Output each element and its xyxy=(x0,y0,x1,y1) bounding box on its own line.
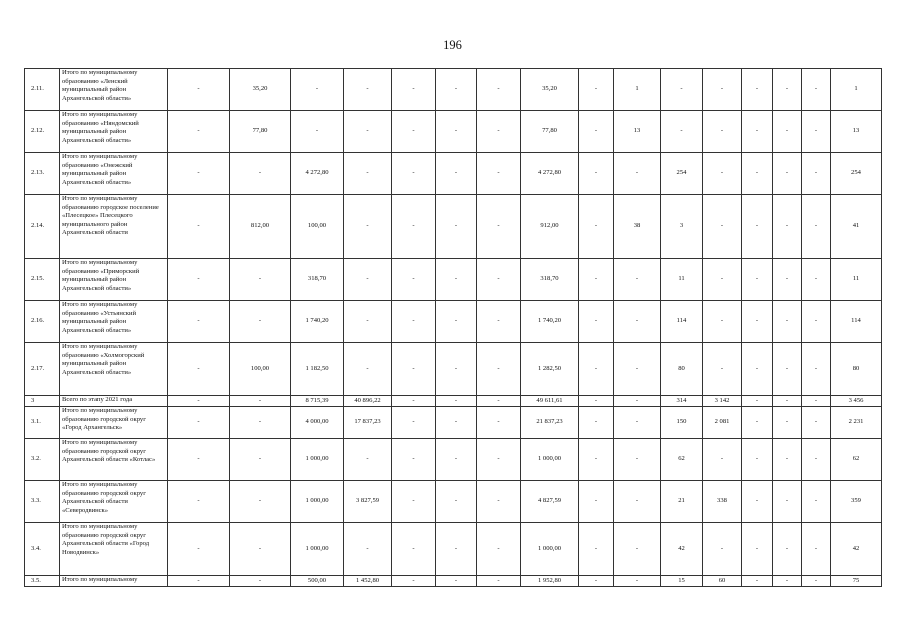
table-cell: - xyxy=(802,259,831,301)
table-cell: - xyxy=(392,439,436,481)
table-cell: 812,00 xyxy=(230,195,291,259)
table-cell: - xyxy=(436,259,477,301)
table-cell: - xyxy=(436,439,477,481)
table-cell: 114 xyxy=(661,301,703,343)
table-cell: - xyxy=(614,343,661,396)
table-cell: - xyxy=(773,301,802,343)
table-cell: - xyxy=(477,111,521,153)
table-cell: - xyxy=(291,69,344,111)
table-cell: 1 282,50 xyxy=(521,343,579,396)
row-number: 3.4. xyxy=(25,523,60,576)
table-cell: 3 xyxy=(661,195,703,259)
table-cell: - xyxy=(614,481,661,523)
table-cell: - xyxy=(579,576,614,587)
table-cell: - xyxy=(392,69,436,111)
table-cell: - xyxy=(742,259,773,301)
table-row xyxy=(25,301,882,343)
table-row xyxy=(25,259,882,301)
table-cell: - xyxy=(168,111,230,153)
table-cell: - xyxy=(168,195,230,259)
table-cell: 2 081 xyxy=(703,407,742,439)
table-cell: - xyxy=(392,111,436,153)
table-cell: 1 182,50 xyxy=(291,343,344,396)
table-cell: - xyxy=(168,69,230,111)
table-row xyxy=(25,576,882,587)
table-cell: - xyxy=(614,301,661,343)
table-cell: 338 xyxy=(703,481,742,523)
table-cell: - xyxy=(614,439,661,481)
table-cell: - xyxy=(802,481,831,523)
table-cell: - xyxy=(773,69,802,111)
table-cell: - xyxy=(703,259,742,301)
table-cell: - xyxy=(168,396,230,407)
row-number: 3.1. xyxy=(25,407,60,439)
table-cell: - xyxy=(773,259,802,301)
table-cell: - xyxy=(614,523,661,576)
table-cell: - xyxy=(392,153,436,195)
table-cell: - xyxy=(392,343,436,396)
row-name: Итого по муниципальному образованию городское поселение «Плесецкое» Плесецкого муниципального район Архангельской области xyxy=(60,195,168,259)
data-table xyxy=(24,68,882,587)
table-cell: - xyxy=(579,153,614,195)
table-cell: - xyxy=(773,576,802,587)
row-name: Итого по муниципальному образованию городской округ Архангельской области «Северодвинск» xyxy=(60,481,168,523)
table-cell: - xyxy=(773,396,802,407)
table-cell: 11 xyxy=(661,259,703,301)
table-cell: 17 837,23 xyxy=(344,407,392,439)
table-cell: - xyxy=(579,259,614,301)
table-cell: 38 xyxy=(614,195,661,259)
table-cell: 150 xyxy=(661,407,703,439)
table-cell: - xyxy=(802,69,831,111)
table-cell: - xyxy=(230,301,291,343)
table-cell: 4 000,00 xyxy=(291,407,344,439)
table-cell: 3 142 xyxy=(703,396,742,407)
table-cell: - xyxy=(579,301,614,343)
table-cell: 41 xyxy=(831,195,882,259)
row-name: Итого по муниципальному образованию «Приморский муниципальный район Архангельской области» xyxy=(60,259,168,301)
table-cell: - xyxy=(742,195,773,259)
table-cell: - xyxy=(477,195,521,259)
table-cell: - xyxy=(579,343,614,396)
table-cell: 42 xyxy=(831,523,882,576)
table-cell: - xyxy=(392,407,436,439)
table-cell: - xyxy=(477,69,521,111)
table-row xyxy=(25,407,882,439)
table-cell: - xyxy=(291,111,344,153)
table-cell: - xyxy=(579,111,614,153)
table-cell: 1 xyxy=(831,69,882,111)
table-cell: 35,20 xyxy=(230,69,291,111)
table-row xyxy=(25,481,882,523)
table-cell: - xyxy=(742,111,773,153)
table-cell: - xyxy=(168,301,230,343)
table-cell: - xyxy=(436,396,477,407)
table-cell: 1 000,00 xyxy=(521,439,579,481)
table-cell: - xyxy=(230,407,291,439)
table-cell: - xyxy=(344,523,392,576)
row-number: 3.5. xyxy=(25,576,60,587)
table-row xyxy=(25,153,882,195)
table-cell: - xyxy=(344,439,392,481)
table-cell: 21 837,23 xyxy=(521,407,579,439)
table-cell: - xyxy=(344,195,392,259)
table-cell: - xyxy=(436,301,477,343)
table-cell: - xyxy=(436,69,477,111)
table-cell: - xyxy=(773,111,802,153)
table-cell: - xyxy=(436,481,477,523)
table-row xyxy=(25,523,882,576)
table-cell: 1 000,00 xyxy=(291,439,344,481)
table-cell: - xyxy=(742,439,773,481)
table-cell: - xyxy=(168,481,230,523)
table-cell: - xyxy=(703,111,742,153)
table-cell: - xyxy=(168,576,230,587)
table-cell: - xyxy=(802,301,831,343)
table-cell: - xyxy=(230,153,291,195)
row-number: 2.11. xyxy=(25,69,60,111)
table-cell: - xyxy=(742,69,773,111)
table-cell: - xyxy=(703,301,742,343)
table-cell: 35,20 xyxy=(521,69,579,111)
table-cell: 11 xyxy=(831,259,882,301)
table-cell: 500,00 xyxy=(291,576,344,587)
table-cell: - xyxy=(344,301,392,343)
page-number: 196 xyxy=(443,38,462,52)
table-cell: 62 xyxy=(831,439,882,481)
row-name: Итого по муниципальному образованию «Онежский муниципальный район Архангельской области» xyxy=(60,153,168,195)
table-cell: - xyxy=(436,195,477,259)
table-cell: - xyxy=(773,195,802,259)
table-cell: 254 xyxy=(831,153,882,195)
row-name: Итого по муниципальному образованию городской округ Архангельской области «Котлас» xyxy=(60,439,168,481)
table-cell: 1 452,80 xyxy=(344,576,392,587)
table-cell: - xyxy=(614,396,661,407)
table-cell: 4 272,80 xyxy=(521,153,579,195)
table-cell: - xyxy=(168,153,230,195)
row-number: 3.3. xyxy=(25,481,60,523)
table-cell: 912,00 xyxy=(521,195,579,259)
row-name: Итого по муниципальному образованию «Ленский муниципальный район Архангельской области» xyxy=(60,69,168,111)
table-cell: - xyxy=(344,69,392,111)
table-cell: - xyxy=(742,481,773,523)
table-cell: - xyxy=(703,439,742,481)
table-cell: - xyxy=(802,439,831,481)
table-cell: - xyxy=(579,523,614,576)
table-cell: - xyxy=(436,343,477,396)
table-cell: - xyxy=(742,301,773,343)
table-cell: - xyxy=(579,195,614,259)
table-cell: 80 xyxy=(831,343,882,396)
table-cell: - xyxy=(436,153,477,195)
table-cell: - xyxy=(802,576,831,587)
table-cell: - xyxy=(579,481,614,523)
table-row xyxy=(25,111,882,153)
row-name: Итого по муниципальному образованию «Холмогорский муниципальный район Архангельской области» xyxy=(60,343,168,396)
table-cell: 13 xyxy=(614,111,661,153)
table-cell: 3 827,59 xyxy=(344,481,392,523)
table-cell: - xyxy=(168,439,230,481)
table-cell: - xyxy=(742,576,773,587)
table-cell: 1 740,20 xyxy=(521,301,579,343)
table-cell: - xyxy=(168,343,230,396)
table-row xyxy=(25,69,882,111)
table-cell: - xyxy=(392,301,436,343)
table-cell: - xyxy=(703,153,742,195)
table-cell: - xyxy=(392,396,436,407)
table-cell: 100,00 xyxy=(291,195,344,259)
table-row xyxy=(25,195,882,259)
table-cell: - xyxy=(742,523,773,576)
table-cell: 2 231 xyxy=(831,407,882,439)
table-cell: 1 000,00 xyxy=(291,481,344,523)
table-cell: - xyxy=(168,259,230,301)
table-cell: - xyxy=(477,259,521,301)
table-cell: - xyxy=(392,195,436,259)
table-cell: 77,80 xyxy=(521,111,579,153)
table-cell: - xyxy=(802,523,831,576)
table-cell: 62 xyxy=(661,439,703,481)
table-cell: - xyxy=(703,523,742,576)
table-cell: - xyxy=(477,523,521,576)
table-cell: - xyxy=(742,407,773,439)
table-cell: 1 000,00 xyxy=(521,523,579,576)
table-cell: - xyxy=(579,439,614,481)
table-cell: - xyxy=(802,407,831,439)
table-cell: - xyxy=(703,69,742,111)
table-cell: - xyxy=(802,153,831,195)
table-cell: - xyxy=(477,481,521,523)
table-cell: - xyxy=(614,153,661,195)
table-cell: - xyxy=(230,576,291,587)
table-cell: 1 000,00 xyxy=(291,523,344,576)
table-cell: - xyxy=(392,576,436,587)
table-cell: - xyxy=(392,481,436,523)
table-cell: - xyxy=(742,153,773,195)
table-cell: 318,70 xyxy=(291,259,344,301)
table-cell: - xyxy=(477,576,521,587)
table-cell: - xyxy=(742,343,773,396)
table-row xyxy=(25,396,882,407)
row-name: Всего по этапу 2021 года xyxy=(60,396,168,407)
table-cell: 314 xyxy=(661,396,703,407)
table-cell: - xyxy=(773,439,802,481)
row-number: 2.16. xyxy=(25,301,60,343)
row-name: Итого по муниципальному образованию «Няндомский муниципальный район Архангельской области» xyxy=(60,111,168,153)
table-cell: 40 896,22 xyxy=(344,396,392,407)
table-cell: - xyxy=(477,153,521,195)
row-number: 2.15. xyxy=(25,259,60,301)
table-cell: 100,00 xyxy=(230,343,291,396)
table-cell: - xyxy=(230,259,291,301)
table-cell: 114 xyxy=(831,301,882,343)
row-number: 3 xyxy=(25,396,60,407)
table-row xyxy=(25,439,882,481)
table-cell: 77,80 xyxy=(230,111,291,153)
table-cell: - xyxy=(661,69,703,111)
table-cell: - xyxy=(703,343,742,396)
table-cell: 1 xyxy=(614,69,661,111)
table-cell: 4 827,59 xyxy=(521,481,579,523)
table-cell: 13 xyxy=(831,111,882,153)
table-cell: - xyxy=(230,481,291,523)
table-cell: - xyxy=(392,523,436,576)
table-row xyxy=(25,343,882,396)
table-cell: - xyxy=(436,407,477,439)
table-cell: - xyxy=(477,301,521,343)
table-cell: - xyxy=(773,523,802,576)
table-cell: 3 456 xyxy=(831,396,882,407)
row-number: 2.17. xyxy=(25,343,60,396)
table-cell: - xyxy=(579,407,614,439)
row-name: Итого по муниципальному xyxy=(60,576,168,587)
table-cell: - xyxy=(802,195,831,259)
table-cell: - xyxy=(344,111,392,153)
table-cell: 60 xyxy=(703,576,742,587)
table-cell: - xyxy=(477,439,521,481)
table-cell: - xyxy=(614,259,661,301)
table-cell: 15 xyxy=(661,576,703,587)
table-cell: - xyxy=(742,396,773,407)
table-cell: - xyxy=(614,407,661,439)
row-name: Итого по муниципальному образованию «Устьянский муниципальный район Архангельской области» xyxy=(60,301,168,343)
table-cell: - xyxy=(773,153,802,195)
table-cell: - xyxy=(168,407,230,439)
row-number: 3.2. xyxy=(25,439,60,481)
table-cell: - xyxy=(579,69,614,111)
table-cell: - xyxy=(802,343,831,396)
table-cell: - xyxy=(230,439,291,481)
row-number: 2.13. xyxy=(25,153,60,195)
row-name: Итого по муниципальному образованию городской округ «Город Архангельск» xyxy=(60,407,168,439)
table-cell: - xyxy=(802,111,831,153)
table-cell: - xyxy=(773,343,802,396)
table-cell: - xyxy=(436,111,477,153)
table-cell: 318,70 xyxy=(521,259,579,301)
table-cell: - xyxy=(344,343,392,396)
table-cell: - xyxy=(477,343,521,396)
row-number: 2.12. xyxy=(25,111,60,153)
table-cell: - xyxy=(614,576,661,587)
table-cell: - xyxy=(703,195,742,259)
table-cell: - xyxy=(802,396,831,407)
table-cell: 49 611,61 xyxy=(521,396,579,407)
table-cell: - xyxy=(579,396,614,407)
row-number: 2.14. xyxy=(25,195,60,259)
row-name: Итого по муниципальному образованию городской округ Архангельской области «Город Новодвинск» xyxy=(60,523,168,576)
table-cell: - xyxy=(436,576,477,587)
table-cell: - xyxy=(344,153,392,195)
table-cell: 42 xyxy=(661,523,703,576)
table-cell: - xyxy=(773,407,802,439)
table-cell: 75 xyxy=(831,576,882,587)
table-cell: - xyxy=(230,523,291,576)
table-cell: - xyxy=(230,396,291,407)
table-cell: 359 xyxy=(831,481,882,523)
table-cell: 1 740,20 xyxy=(291,301,344,343)
table-cell: 4 272,80 xyxy=(291,153,344,195)
table-cell: - xyxy=(661,111,703,153)
table-cell: - xyxy=(477,396,521,407)
table-cell: - xyxy=(168,523,230,576)
table-cell: 254 xyxy=(661,153,703,195)
table-cell: - xyxy=(773,481,802,523)
table-cell: - xyxy=(436,523,477,576)
table-cell: - xyxy=(344,259,392,301)
table-cell: 21 xyxy=(661,481,703,523)
table-cell: - xyxy=(392,259,436,301)
table-cell: - xyxy=(477,407,521,439)
table-cell: 8 715,39 xyxy=(291,396,344,407)
table-cell: 80 xyxy=(661,343,703,396)
table-cell: 1 952,80 xyxy=(521,576,579,587)
